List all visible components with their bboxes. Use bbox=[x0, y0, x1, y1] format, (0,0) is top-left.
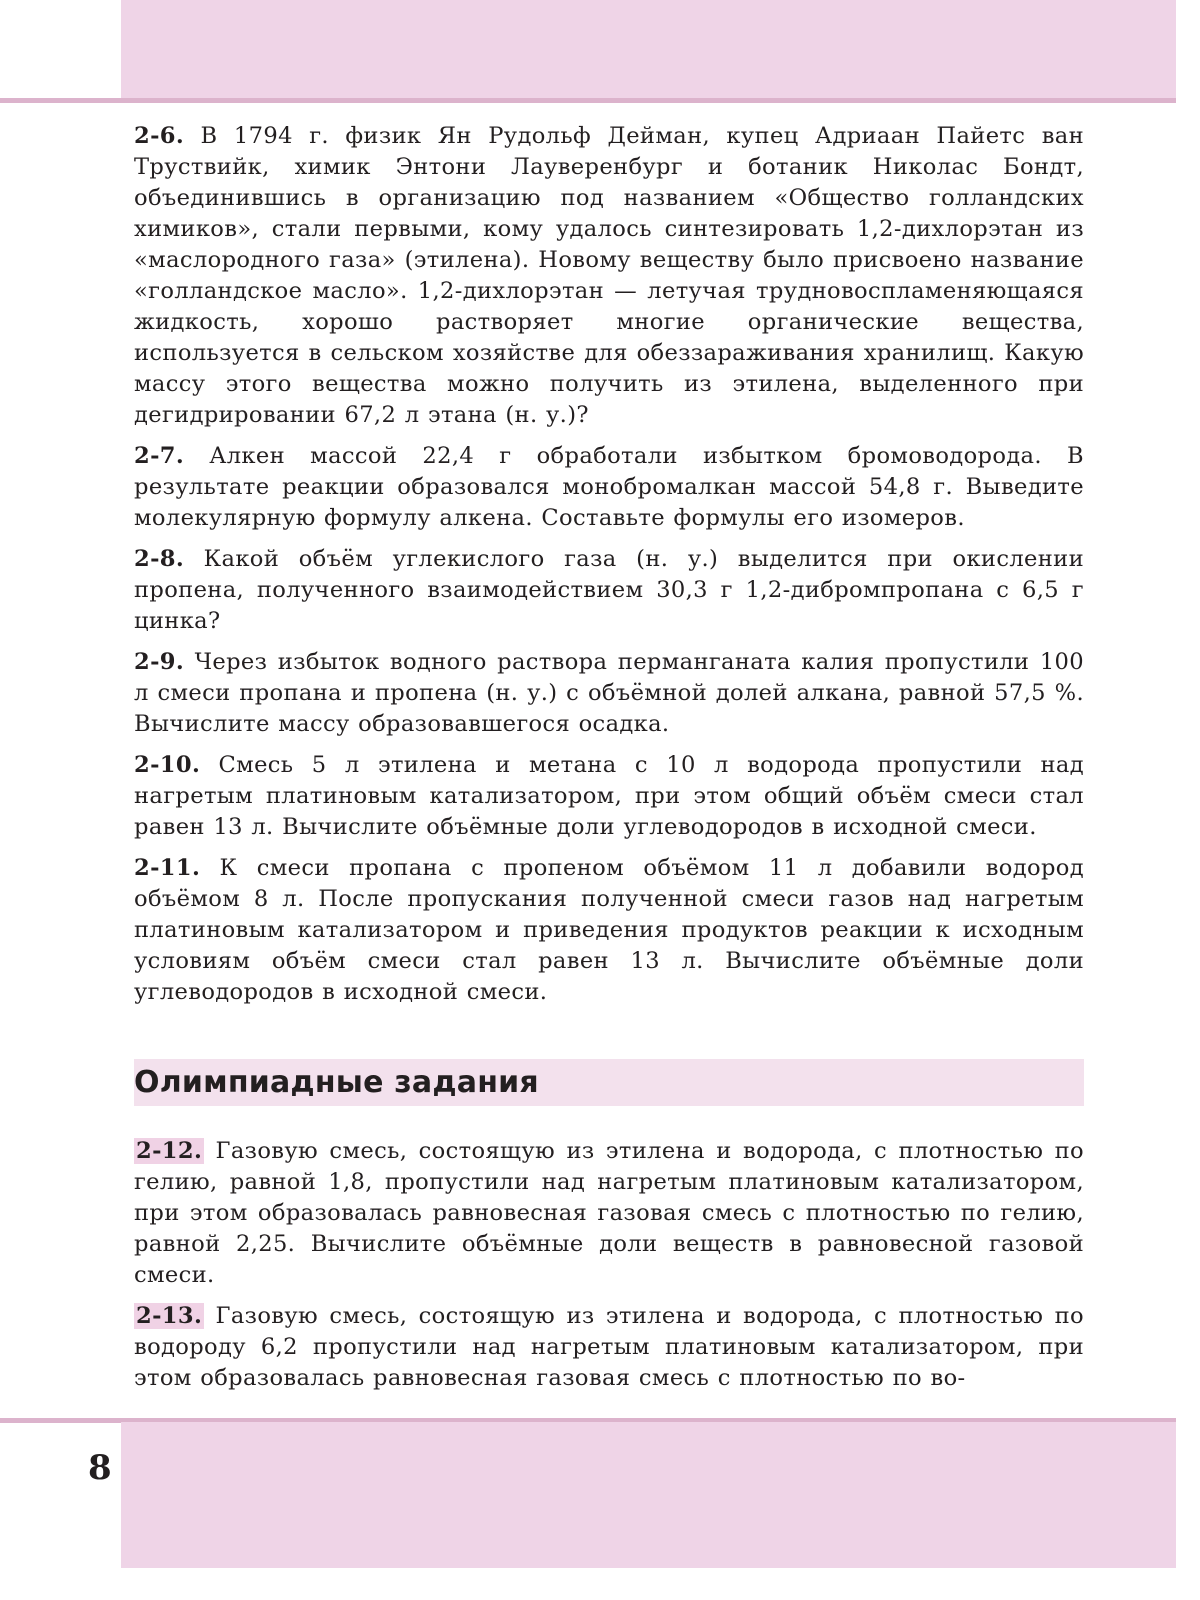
task-2-11 bbox=[134, 853, 1084, 1008]
olympiad-tasks bbox=[134, 1136, 1084, 1394]
page-content bbox=[134, 121, 1084, 1394]
task-number: 2-7. bbox=[134, 443, 185, 469]
task-text: Алкен массой 22,4 г обработали избытком бромоводорода. В результате реакции образовался монобромалкан массой 54,8 г. Выведите молекулярную формулу алкена. Составьте формулы его изомеров. bbox=[134, 443, 1084, 531]
task-2-9 bbox=[134, 647, 1084, 740]
task-text: Какой объём углекислого газа (н. у.) выделится при окислении пропена, полученного взаимодействием 30,3 г 1,2-дибромпропана с 6,5 г цинка? bbox=[134, 546, 1084, 634]
task-2-13 bbox=[134, 1301, 1084, 1394]
task-text: Газовую смесь, состоящую из этилена и водорода, с плотностью по гелию, равной 1,8, пропустили над нагретым платиновым катализатором, при этом образовалась равновесная газовая смесь с плотностью по гелию, равной 2,25. Вычислите объёмные доли веществ в равновесной газовой смеси. bbox=[134, 1138, 1084, 1288]
task-2-12 bbox=[134, 1136, 1084, 1291]
task-text: Газовую смесь, состоящую из этилена и водорода, с плотностью по водороду 6,2 пропустили над нагретым платиновым катализатором, при этом образовалась равновесная газовая смесь с плотностью по во- bbox=[134, 1303, 1084, 1391]
task-2-8 bbox=[134, 544, 1084, 637]
task-number: 2-9. bbox=[134, 649, 185, 675]
task-text: Смесь 5 л этилена и метана с 10 л водорода пропустили над нагретым платиновым катализатором, при этом общий объём смеси стал равен 13 л. Вычислите объёмные доли углеводородов в исходной смеси. bbox=[134, 752, 1084, 840]
task-number: 2-11. bbox=[134, 855, 201, 881]
task-text: К смеси пропана с пропеном объёмом 11 л добавили водород объёмом 8 л. После пропускания полученной смеси газов над нагретым платиновым катализатором и приведения продуктов реакции к исходным условиям объём смеси стал равен 13 л. Вычислите объёмные доли углеводородов в исходной смеси. bbox=[134, 855, 1084, 1005]
task-text: Через избыток водного раствора перманганата калия пропустили 100 л смеси пропана и пропена (н. у.) с объёмной долей алкана, равной 57,5 %. Вычислите массу образовавшегося осадка. bbox=[134, 649, 1084, 737]
header-band bbox=[121, 0, 1176, 100]
header-rule bbox=[0, 98, 1176, 103]
page-number: 8 bbox=[88, 1448, 112, 1488]
task-2-6 bbox=[134, 121, 1084, 431]
section-title: Олимпиадные задания bbox=[134, 1065, 539, 1100]
task-2-10 bbox=[134, 750, 1084, 843]
task-number: 2-13. bbox=[136, 1303, 203, 1329]
task-number: 2-6. bbox=[134, 123, 185, 149]
task-number: 2-10. bbox=[134, 752, 201, 778]
task-number: 2-12. bbox=[136, 1138, 203, 1164]
footer-band bbox=[121, 1422, 1176, 1568]
section-header bbox=[134, 1059, 1084, 1106]
task-2-7 bbox=[134, 441, 1084, 534]
task-number: 2-8. bbox=[134, 546, 185, 572]
task-text: В 1794 г. физик Ян Рудольф Дейман, купец Адриаан Пайетс ван Труствийк, химик Энтони Лауверенбург и ботаник Николас Бондт, объединившись в организацию под названием «Общество голландских химиков», стали первыми, кому удалось синтезировать 1,2-дихлорэтан из «маслородного газа» (этилена). Новому веществу было присвоено название «голландское масло». 1,2-дихлорэтан — летучая трудновоспламеняющаяся жидкость, хорошо растворяет многие органические вещества, используется в сельском хозяйстве для обеззараживания хранилищ. Какую массу этого вещества можно получить из этилена, выделенного при дегидрировании 67,2 л этана (н. у.)? bbox=[134, 123, 1084, 428]
